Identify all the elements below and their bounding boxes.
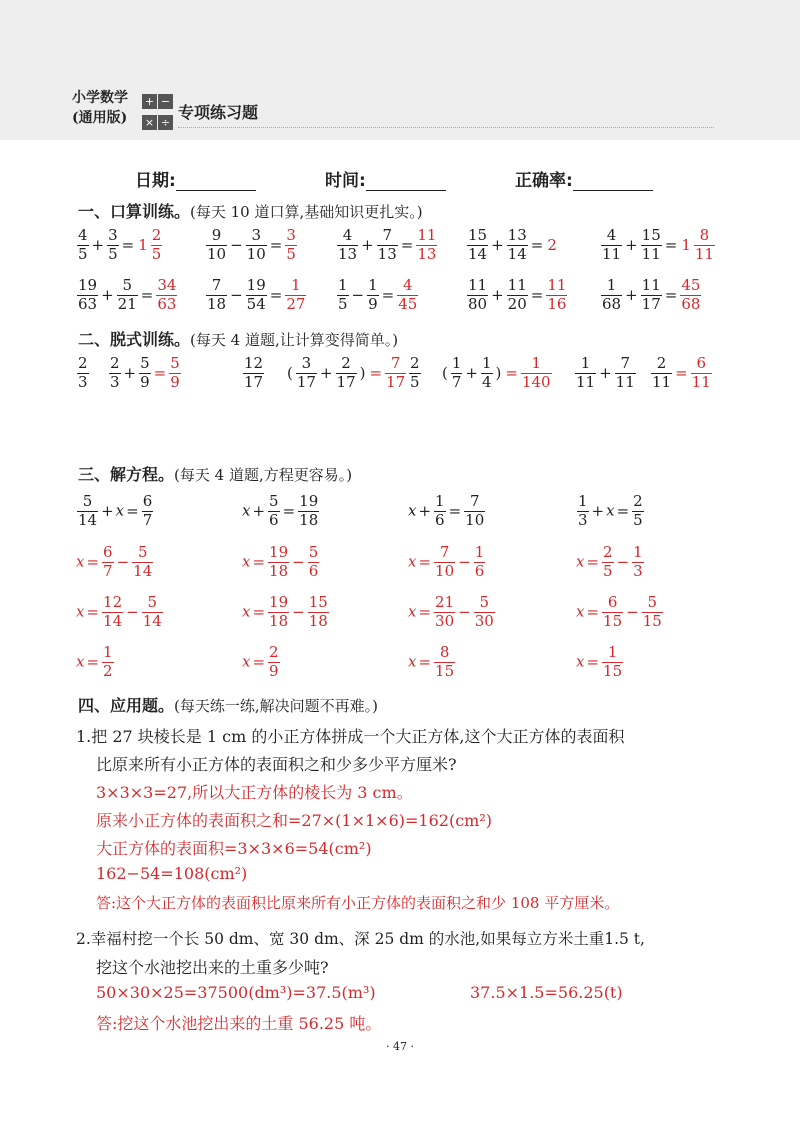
answer-1-step3: 大正方体的表面积=3×3×6=54(cm²): [96, 839, 372, 858]
answer-1-step1: 3×3×3=27,所以大正方体的棱长为 3 cm。: [96, 783, 413, 802]
question-1-line2: 比原来所有小正方体的表面积之和少多少平方厘米?: [96, 755, 457, 774]
decompose-answer: $\frac{1}{140}$: [521, 354, 551, 391]
equation: x + $\frac{5}{6}$ = $\frac{19}{18}$: [242, 492, 319, 529]
equation-step: x = $\frac{21}{30}$ − $\frac{5}{30}$: [408, 593, 494, 630]
section-title: 一、口算训练。: [78, 202, 191, 221]
time-field: [325, 166, 446, 191]
answer-2-step1: 50×30×25=37500(dm³)=37.5(m³): [96, 983, 376, 1002]
book-header: [72, 88, 259, 129]
oral-answer: 2: [547, 235, 557, 254]
answer-2-final: 答:挖这个水池挖出来的土重 56.25 吨。: [96, 1014, 382, 1033]
section-note: (每天练一练,解决问题不再难。): [174, 697, 378, 715]
answer-2-step2: 37.5×1.5=56.25(t): [470, 983, 623, 1002]
page-number: · 47 ·: [386, 1040, 414, 1053]
book-edition: (通用版): [72, 110, 128, 126]
oral-answer: $\frac{1}{27}$: [286, 276, 306, 313]
section-oral: [78, 199, 423, 222]
oral-answer: 1 $\frac{2}{5}$: [138, 226, 162, 263]
date-blank: [176, 174, 256, 191]
decompose-item: $\frac{2}{3}$: [78, 354, 88, 391]
equation-step: x = $\frac{12}{14}$ − $\frac{5}{14}$: [76, 593, 162, 630]
oral-problem: $\frac{4}{5}$ + $\frac{3}{5}$ = 1 $\frac{2}{5}$: [78, 226, 162, 263]
oral-problem: $\frac{15}{14}$ + $\frac{13}{14}$ = 2: [468, 226, 557, 263]
answer-1-step4: 162−54=108(cm²): [96, 864, 248, 883]
oral-problem: $\frac{19}{63}$ + $\frac{5}{21}$ = $\frac{34}{63}$: [78, 276, 177, 313]
section-title: 三、解方程。: [78, 465, 175, 484]
book-name: 小学数学: [72, 90, 128, 106]
equation-solution: x = $\frac{1}{15}$: [576, 643, 623, 680]
plus-icon: +: [142, 94, 157, 109]
decompose-item: ( $\frac{3}{17}$ + $\frac{2}{17}$ ) = $\frac{7}{17}$: [287, 354, 406, 391]
time-label: 时间:: [325, 171, 366, 191]
decompose-item: $\frac{1}{11}$ + $\frac{7}{11}$: [576, 354, 635, 391]
divide-icon: ÷: [158, 115, 173, 130]
oral-answer: $\frac{34}{63}$: [157, 276, 177, 313]
equation-step: x = $\frac{2}{5}$ − $\frac{1}{3}$: [576, 543, 643, 580]
section-note: (每天 4 道题,方程更容易。): [174, 466, 353, 484]
decompose-answer: $\frac{6}{11}$: [691, 354, 711, 391]
decompose-item: ( $\frac{1}{7}$ + $\frac{1}{4}$ ) = $\frac{1}{140}$: [442, 354, 551, 391]
question-1-line1: 1.把 27 块棱长是 1 cm 的小正方体拼成一个大正方体,这个大正方体的表面积: [76, 727, 625, 746]
oral-answer: $\frac{45}{68}$: [681, 276, 701, 313]
section-title: 二、脱式训练。: [78, 330, 191, 349]
equation-solution: x = $\frac{8}{15}$: [408, 643, 455, 680]
decompose-item: $\frac{2}{3}$ + $\frac{5}{9}$ = $\frac{5}{9}$: [110, 354, 180, 391]
section-note: (每天 10 道口算,基础知识更扎实。): [190, 203, 423, 221]
decompose-answer: $\frac{5}{9}$: [170, 354, 180, 391]
accuracy-field: [515, 166, 653, 191]
oral-problem: $\frac{11}{80}$ + $\frac{11}{20}$ = $\frac{11}{16}$: [468, 276, 567, 313]
answer-1-final: 答:这个大正方体的表面积比原来所有小正方体的表面积之和少 108 平方厘米。: [96, 894, 620, 912]
answer-1-step2: 原来小正方体的表面积之和=27×(1×1×6)=162(cm²): [96, 811, 492, 830]
times-icon: ×: [142, 115, 157, 130]
equation: $\frac{5}{14}$ + x = $\frac{6}{7}$: [78, 492, 153, 529]
operator-icons: [142, 90, 176, 132]
question-2-line1: 2.幸福村挖一个长 50 dm、宽 30 dm、深 25 dm 的水池,如果每立方米土重1.5 t,: [76, 930, 645, 948]
accuracy-blank: [573, 174, 653, 191]
oral-problem: $\frac{1}{5}$ − $\frac{1}{9}$ = $\frac{4}{45}$: [338, 276, 418, 313]
question-2-line2: 挖这个水池挖出来的土重多少吨?: [96, 958, 329, 977]
equation-step: x = $\frac{19}{18}$ − $\frac{5}{6}$: [242, 543, 319, 580]
section-applied: [78, 693, 378, 716]
equation: $\frac{1}{3}$ + x = $\frac{2}{5}$: [578, 492, 643, 529]
page-title: 专项练习题: [178, 103, 259, 122]
equation-step: x = $\frac{6}{15}$ − $\frac{5}{15}$: [576, 593, 662, 630]
accuracy-label: 正确率:: [515, 171, 573, 191]
equation-step: x = $\frac{7}{10}$ − $\frac{1}{6}$: [408, 543, 485, 580]
decompose-item: $\frac{2}{11}$ = $\frac{6}{11}$: [652, 354, 711, 391]
header-rule: [178, 127, 714, 128]
oral-answer: $\frac{4}{45}$: [398, 276, 418, 313]
equation-solution: x = $\frac{2}{9}$: [242, 643, 279, 680]
decompose-item: $\frac{12}{17}$: [244, 354, 264, 391]
oral-problem: $\frac{4}{11}$ + $\frac{15}{11}$ = 1 $\frac{8}{11}$: [602, 226, 714, 263]
section-note: (每天 4 道题,让计算变得简单。): [190, 331, 399, 349]
date-label: 日期:: [135, 171, 176, 191]
oral-problem: $\frac{4}{13}$ + $\frac{7}{13}$ = $\frac{11}{13}$: [338, 226, 437, 263]
oral-problem: $\frac{1}{68}$ + $\frac{11}{17}$ = $\frac{45}{68}$: [602, 276, 701, 313]
oral-answer: $\frac{3}{5}$: [286, 226, 296, 263]
oral-answer: 1 $\frac{8}{11}$: [681, 226, 714, 263]
equation-step: x = $\frac{19}{18}$ − $\frac{15}{18}$: [242, 593, 328, 630]
minus-icon: −: [158, 94, 173, 109]
section-equations: [78, 462, 352, 485]
decompose-item: $\frac{2}{5}$: [410, 354, 420, 391]
time-blank: [366, 174, 446, 191]
oral-problem: $\frac{7}{18}$ − $\frac{19}{54}$ = $\frac{1}{27}$: [207, 276, 306, 313]
equation: x + $\frac{1}{6}$ = $\frac{7}{10}$: [408, 492, 485, 529]
decompose-answer: $\frac{7}{17}$: [386, 354, 406, 391]
oral-answer: $\frac{11}{13}$: [417, 226, 437, 263]
section-title: 四、应用题。: [78, 696, 175, 715]
oral-answer: $\frac{11}{16}$: [547, 276, 567, 313]
oral-problem: $\frac{9}{10}$ − $\frac{3}{10}$ = $\frac{3}{5}$: [207, 226, 296, 263]
section-decompose: [78, 327, 398, 350]
date-field: [135, 166, 256, 191]
equation-step: x = $\frac{6}{7}$ − $\frac{5}{14}$: [76, 543, 153, 580]
equation-solution: x = $\frac{1}{2}$: [76, 643, 113, 680]
